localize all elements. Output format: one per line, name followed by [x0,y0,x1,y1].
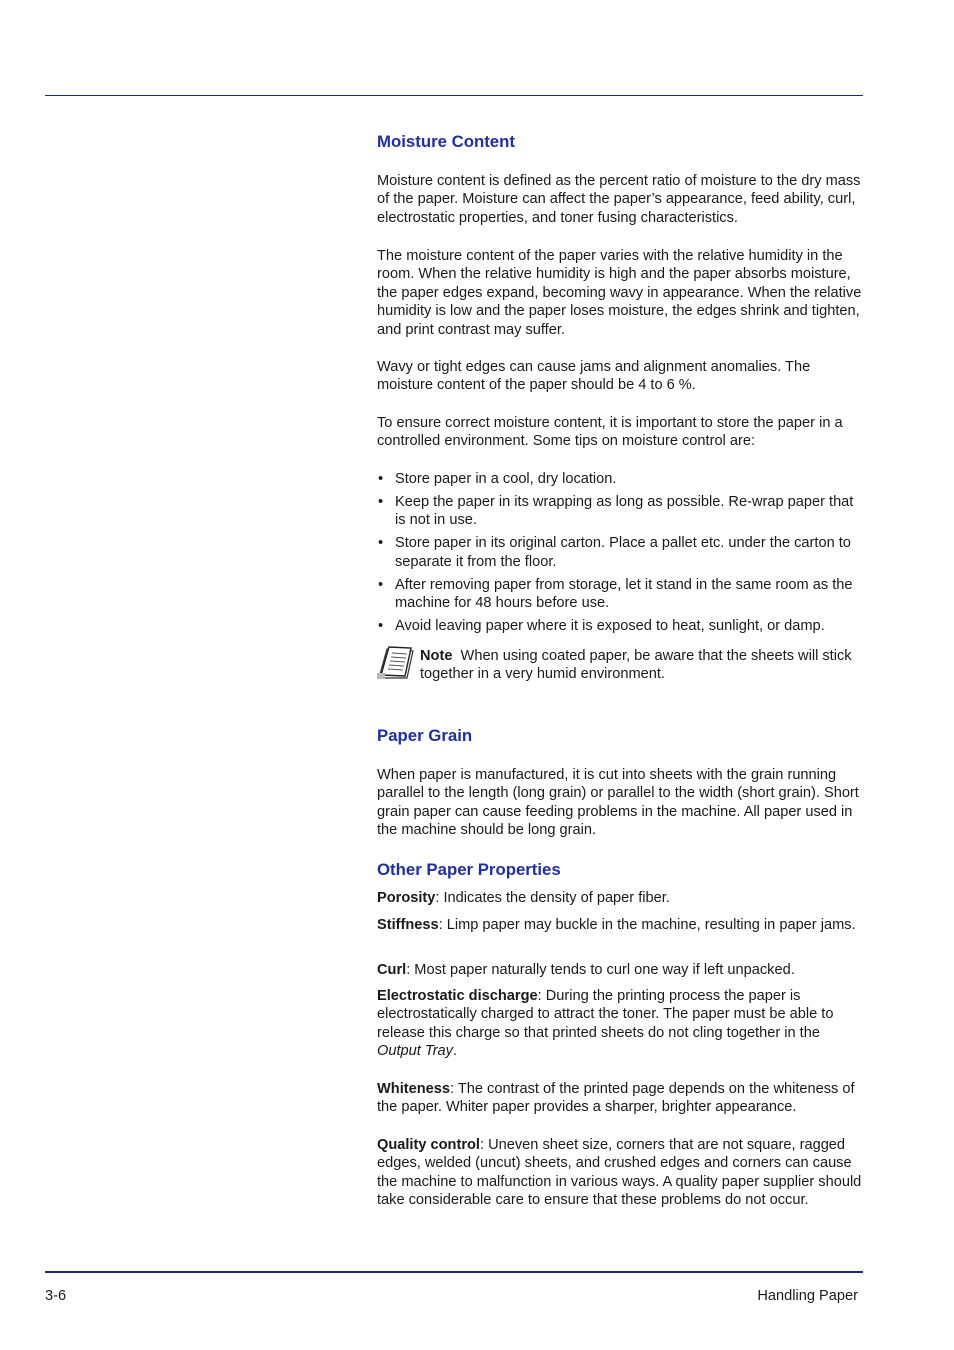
whiteness-item [377,1080,865,1117]
electrostatic-end: . [452,1043,458,1060]
grain-paragraph: When paper is manufactured, it is cut into sheets with the grain running parallel to the length (long grain) or parallel to the width (short grain). Short grain paper can cause feeding problems in the machine. All paper used in the machine should be long grain. [377,767,859,839]
list-item: • Keep the paper in its wrapping as long as possible. Re-wrap paper that is not in use. [377,493,865,530]
curl-item [377,961,865,979]
page-number: 3-6 [45,1288,67,1304]
note-text [420,647,860,684]
porosity-description: : Indicates the density of paper fiber. [435,890,670,906]
quality-control-term: Quality control [377,1137,480,1153]
list-item: • After removing paper from storage, let it stand in the same room as the machine for 48 hours before use. [377,576,865,613]
curl-term: Curl [377,962,407,978]
stiffness-term: Stiffness [377,917,439,933]
header-rule [45,95,863,96]
list-item: • Store paper in a cool, dry location. [377,470,865,488]
output-tray-reference: Output Tray [377,1043,453,1060]
electrostatic-term: Electrostatic discharge [377,988,538,1004]
list-item: • Store paper in its original carton. Place a pallet etc. under the carton to separate it from the floor. [377,534,865,571]
note-pad-icon [377,645,415,681]
whiteness-term: Whiteness [377,1081,450,1097]
moisture-paragraph-2: The moisture content of the paper varies with the relative humidity in the room. When the relative humidity is high and the paper absorbs moisture, the paper edges expand, becoming wavy in appearance. When the relative humidity is low and the paper loses moisture, the edges shrink and tighten, and print contrast may suffer. [377,248,862,338]
electrostatic-item [377,987,865,1061]
grain-heading: Paper Grain [377,726,473,745]
footer-rule [45,1271,863,1273]
moisture-paragraph-4: To ensure correct moisture content, it is important to store the paper in a controlled environment. Some tips on moisture control are: [377,415,843,450]
moisture-paragraph-1: Moisture content is defined as the percent ratio of moisture to the dry mass of the paper. Moisture can affect the paper’s appearance, feed ability, curl, electrostatic properties, and toner fusing characteristics. [377,173,861,226]
footer-section-title: Handling Paper [757,1288,858,1304]
list-item: • Avoid leaving paper where it is exposed to heat, sunlight, or damp. [377,617,865,635]
note-body: When using coated paper, be aware that the sheets will stick together in a very humid environment. [420,648,852,683]
whiteness-description: : The contrast of the printed page depends on the whiteness of the paper. Whiter paper provides a sharper, brighter appearance. [377,1081,855,1116]
stiffness-item [377,916,865,934]
quality-control-item [377,1136,865,1210]
note-label: Note [420,648,453,664]
curl-description: : Most paper naturally tends to curl one way if left unpacked. [406,962,795,978]
moisture-paragraph-3: Wavy or tight edges can cause jams and alignment anomalies. The moisture content of the paper should be 4 to 6 %. [377,359,811,394]
porosity-term: Porosity [377,890,436,906]
porosity-item [377,889,865,907]
stiffness-description: : Limp paper may buckle in the machine, resulting in paper jams. [438,917,856,933]
quality-control-description: : Uneven sheet size, corners that are not square, ragged edges, welded (uncut) sheets, and crushed edges and corners can cause the machine to malfunction in various ways. A quality paper supplier should take considerable care to ensure that these problems do not occur. [377,1137,862,1209]
electrostatic-description: : During the printing process the paper is electrostatically charged to attract the toner. The paper must be able to release this charge so that printed sheets do not cling together in the [377,988,834,1041]
moisture-heading: Moisture Content [377,132,515,151]
moisture-tips-list [377,470,865,640]
other-properties-heading: Other Paper Properties [377,860,561,879]
